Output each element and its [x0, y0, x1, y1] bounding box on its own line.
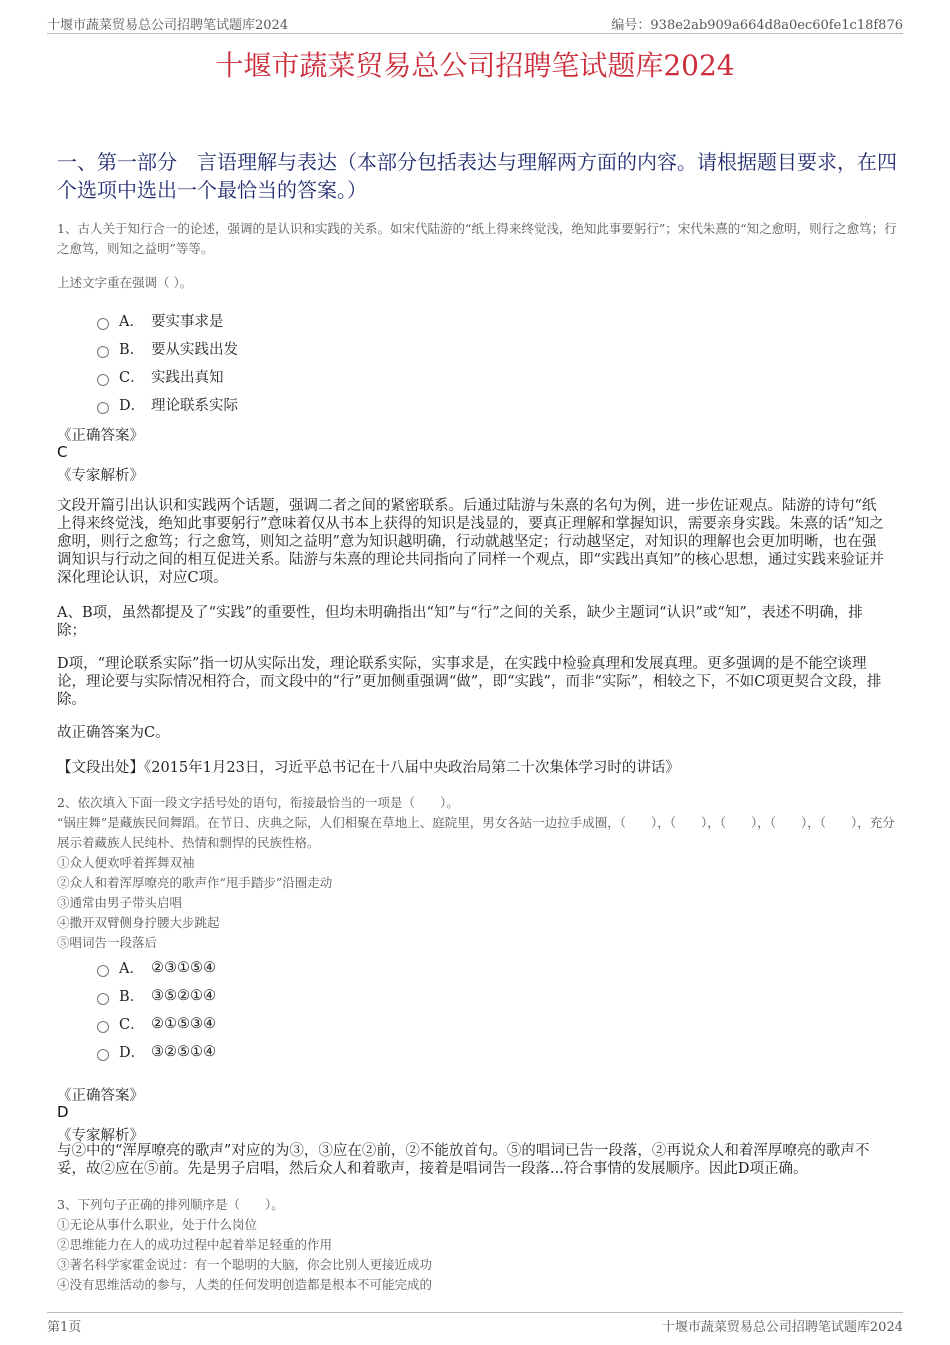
q1-option-d[interactable] [97, 394, 238, 415]
option-text: 理论联系实际 [151, 398, 238, 414]
option-letter: A． [119, 314, 144, 330]
q1-analysis-paragraph: A、B项，虽然都提及了“实践”的重要性，但均未明确指出“知”与“行”之间的关系，缺少主题词“认识”或“知”，表述不明确，排除； [57, 605, 863, 639]
q2-analysis: 与②中的“浑厚嘹亮的歌声”对应的为③，③应在②前，②不能放首句。⑤的唱词已告一段落，②再说众人和着浑厚嘹亮的歌声不妥，故②应在⑤前。先是男子启唱，然后众人和着歌声，接着是唱词告一段落...符合事情的发展顺序。因此D项正确。 [57, 1143, 870, 1177]
q1-stem: 1、古人关于知行合一的论述，强调的是认识和实践的关系。如宋代陆游的“纸上得来终觉浅，绝知此事要躬行”；宋代朱熹的“知之愈明，则行之愈笃；行之愈笃，则知之益明”等等。 [57, 221, 897, 256]
option-letter: B． [119, 342, 145, 358]
radio-icon[interactable] [97, 1021, 109, 1033]
header-left: 十堰市蔬菜贸易总公司招聘笔试题库2024 [47, 18, 289, 33]
q1-analysis-paragraph: 故正确答案为C。 [57, 725, 170, 741]
section-heading: 一、第一部分 言语理解与表达（本部分包括表达与理解两方面的内容。请根据题目要求，在四个选项中选出一个最恰当的答案。） [57, 150, 897, 202]
option-letter: B． [119, 989, 145, 1005]
option-text: 要实事求是 [151, 314, 224, 330]
page-title: 十堰市蔬菜贸易总公司招聘笔试题库2024 [215, 49, 735, 82]
q2-option-c[interactable] [97, 1013, 216, 1034]
radio-icon[interactable] [97, 965, 109, 977]
option-text: ③⑤②①④ [151, 987, 216, 1004]
q3-item: ④没有思维活动的参与，人类的任何发明创造都是根本不可能完成的 [57, 1277, 433, 1292]
q3-item: ③著名科学家霍金说过：有一个聪明的大脑，你会比别人更接近成功 [57, 1257, 433, 1272]
q2-answer: D [57, 1103, 69, 1121]
page-number: 第1页 [47, 1320, 82, 1335]
q1-option-b[interactable] [97, 338, 238, 359]
q2-item: ⑤唱词告一段落后 [57, 935, 158, 950]
q2-option-b[interactable] [97, 985, 216, 1006]
q1-answer: C [57, 443, 68, 461]
q2-item: ④撒开双臂侧身拧腰大步跳起 [57, 915, 220, 930]
option-text: ②③①⑤④ [151, 959, 216, 976]
q1-prompt: 上述文字重在强调（ ）。 [57, 275, 193, 290]
option-text: 实践出真知 [151, 370, 224, 386]
q2-passage: “锅庄舞”是藏族民间舞蹈。在节日、庆典之际，人们相聚在草地上、庭院里，男女各站一边拉手成圈，（ ），（ ），（ ），（ ），（ ），充分展示着藏族人民纯朴、热情和剽悍的民族性格。 [57, 815, 895, 850]
radio-icon[interactable] [97, 993, 109, 1005]
header-divider [47, 33, 903, 34]
document-id: 编号：938e2ab909a664d8a0ec60fe1c18f876 [611, 18, 903, 33]
q1-analysis-paragraph: 文段开篇引出认识和实践两个话题，强调二者之间的紧密联系。后通过陆游与朱熹的名句为例，进一步佐证观点。陆游的诗句“纸上得来终觉浅，绝知此事要躬行”意味着仅从书本上获得的知识是浅显的，要真正理解和掌握知识，需要亲身实践。朱熹的话“知之愈明，则行之愈笃；行之愈笃，则知之益明”意为知识越明确，行动就越坚定；行动越坚定，对知识的理解也会更加明晰，也在强调知识与行动之间的相互促进关系。陆游与朱熹的理论共同指向了同样一个观点，即“实践出真知”的核心思想，通过实践来验证并深化理论认识，对应C项。 [57, 498, 884, 586]
radio-icon[interactable] [97, 374, 109, 386]
option-letter: C． [119, 1017, 145, 1033]
q1-analysis-label: 《专家解析》 [57, 468, 144, 484]
q1-analysis-paragraph: D项，“理论联系实际”指一切从实际出发，理论联系实际，实事求是，在实践中检验真理和发展真理。更多强调的是不能空谈理论，理论要与实际情况相符合，而文段中的“行”更加侧重强调“做”，即“实践”，而非“实际”，相较之下，不如C项更契合文段，排除。 [57, 656, 882, 708]
option-text: ③②⑤①④ [151, 1043, 216, 1060]
q2-answer-label: 《正确答案》 [57, 1088, 144, 1104]
footer-title: 十堰市蔬菜贸易总公司招聘笔试题库2024 [661, 1320, 903, 1335]
option-letter: C． [119, 370, 145, 386]
footer-divider [47, 1312, 903, 1313]
radio-icon[interactable] [97, 1049, 109, 1061]
option-letter: D． [119, 398, 146, 414]
q1-answer-label: 《正确答案》 [57, 428, 144, 444]
q2-option-a[interactable] [97, 957, 216, 978]
radio-icon[interactable] [97, 402, 109, 414]
q2-item: ②众人和着浑厚嘹亮的歌声作“甩手踏步”沿圈走动 [57, 875, 333, 890]
option-letter: D． [119, 1045, 146, 1061]
option-text: 要从实践出发 [151, 342, 238, 358]
q1-option-a[interactable] [97, 310, 224, 331]
option-text: ②①⑤③④ [151, 1015, 216, 1032]
q3-item: ①无论从事什么职业，处于什么岗位 [57, 1217, 258, 1232]
q2-stem: 2、依次填入下面一段文字括号处的语句，衔接最恰当的一项是（ ）。 [57, 795, 459, 810]
q2-option-d[interactable] [97, 1041, 216, 1062]
q2-item: ①众人便欢呼着挥舞双袖 [57, 855, 195, 870]
q3-stem: 3、下列句子正确的排列顺序是（ ）。 [57, 1197, 284, 1212]
q3-item: ②思维能力在人的成功过程中起着举足轻重的作用 [57, 1237, 333, 1252]
radio-icon[interactable] [97, 318, 109, 330]
q2-analysis-label: 《专家解析》 [57, 1128, 144, 1144]
option-letter: A． [119, 961, 144, 977]
q1-option-c[interactable] [97, 366, 224, 387]
q2-item: ③通常由男子带头启唱 [57, 895, 183, 910]
radio-icon[interactable] [97, 346, 109, 358]
q1-source: 【文段出处】《2015年1月23日，习近平总书记在十八届中央政治局第二十次集体学习时的讲话》 [57, 760, 680, 776]
